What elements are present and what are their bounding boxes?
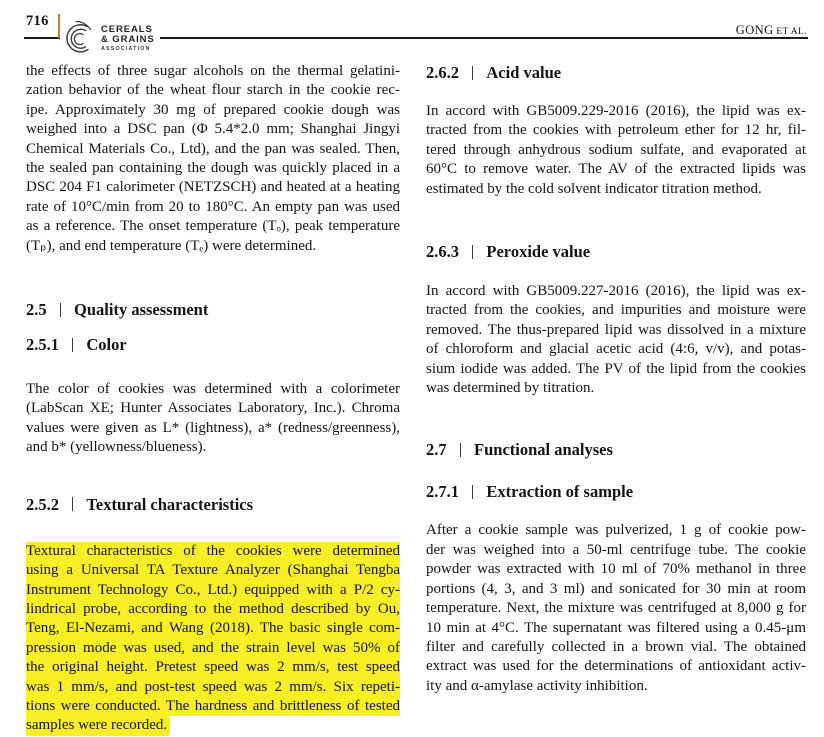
text-line: The color of cookies was determined with a colorimeter (26, 381, 400, 398)
paragraph-acid-value (426, 102, 806, 199)
running-head-surname: GONG (735, 23, 774, 37)
section-number: 2.7.1 (426, 482, 459, 502)
text-line: tions were conducted. The hardness and brittleness of tested (26, 697, 400, 716)
text-line: values were given as L* (lightness), a* (redness/greenness), (26, 419, 400, 436)
heading-separator (60, 303, 61, 317)
paragraph-dsc-method (26, 62, 400, 256)
section-number: 2.5 (26, 300, 47, 320)
paragraph-textural-highlighted (26, 542, 400, 736)
text-line: Chemical Materials Co., Ltd), and the pan was sealed. Then, (26, 140, 400, 157)
section-heading-quality-assessment (26, 300, 400, 319)
section-heading-peroxide-value (426, 242, 806, 261)
section-number: 2.7 (426, 440, 447, 460)
running-head-etal: ET AL. (773, 27, 807, 37)
text-line: temperature. Next, the mixture was centrifuged at 8,000 g for (426, 600, 806, 617)
text-line: 10 min at 4°C. The supernatant was filtered using a 0.45-μm (426, 619, 806, 636)
text-line: removed. The thus-prepared lipid was dissolved in a mixture (426, 321, 806, 338)
logo-line-grains: & GRAINS (101, 34, 155, 45)
text-line: weighed into a DSC pan (Φ 5.4*2.0 mm; Shanghai Jingyi (26, 121, 400, 138)
logo-swirl-icon (60, 20, 98, 57)
section-title: Quality assessment (74, 300, 209, 320)
text-line: tracted from the cookies with petroleum ether for 12 hr, fil- (426, 122, 806, 139)
text-line: the effects of three sugar alcohols on the thermal gelatini- (26, 63, 400, 79)
section-heading-acid-value (426, 63, 806, 82)
text-line: tered through anhydrous sodium sulfate, and evaporated at (426, 141, 806, 158)
text-line: In accord with GB5009.227-2016 (2016), the lipid was ex- (426, 283, 806, 300)
text-line: the sealed pan containing the dough was quickly placed in a (26, 160, 400, 177)
header-accent-bar (58, 14, 60, 38)
text-line: (LabScan XE; Hunter Associates Laboratory, Inc.). Chroma (26, 400, 400, 417)
section-heading-functional-analyses (426, 440, 806, 459)
text-line: portions (4, 3, and 3 ml) and sonicated for 30 min at room (426, 580, 806, 597)
heading-separator (72, 338, 73, 352)
text-line: as a reference. The onset temperature (Tₒ), peak temperature (26, 218, 400, 235)
section-heading-color (26, 335, 400, 354)
heading-separator (460, 443, 461, 457)
left-column (26, 62, 400, 736)
section-title: Extraction of sample (486, 482, 634, 502)
text-line: the original height. Pretest speed was 2 mm/s, test speed (26, 658, 400, 677)
heading-separator (472, 66, 473, 80)
text-line: der was weighed into a 50-ml centrifuge tube. The cookie (426, 541, 806, 558)
text-line: Textural characteristics of the cookies were determined (26, 542, 400, 561)
section-title: Textural characteristics (86, 494, 254, 514)
text-line: powder was extracted with 10 ml of 70% methanol in three (426, 561, 806, 578)
logo-line-association: ASSOCIATION (101, 45, 151, 52)
logo-line-cereals: CEREALS (101, 23, 153, 35)
section-number: 2.6.2 (426, 63, 459, 82)
text-line: DSC 204 F1 calorimeter (NETZSCH) and heated at a heating (26, 179, 400, 196)
text-line: rate of 10°C/min from 20 to 180°C. An empty pan was used (26, 198, 400, 215)
paragraph-peroxide-value (426, 282, 806, 398)
text-line: zation behavior of the wheat flour starch in the cookie rec- (26, 82, 400, 99)
text-line: filter and carefully collected in a brown vial. The obtained (426, 638, 806, 655)
heading-separator (472, 485, 473, 499)
text-line: In accord with GB5009.229-2016 (2016), the lipid was ex- (426, 103, 806, 119)
section-title: Acid value (486, 63, 562, 82)
section-title: Peroxide value (486, 242, 591, 262)
text-line: After a cookie sample was pulverized, 1 g of cookie pow- (426, 522, 806, 539)
text-line: tracted from the cookies, and impurities and moisture were (426, 302, 806, 319)
text-line: sium iodide was added. The PV of the lipid from the cookies (426, 360, 806, 377)
cereals-grains-association-logo (60, 20, 160, 57)
logo-text (101, 25, 155, 53)
section-title: Functional analyses (474, 440, 613, 460)
page-number: 716 (26, 13, 49, 29)
text-line: lindrical probe, according to the method described by Ou, (26, 600, 400, 619)
section-title: Color (86, 335, 127, 355)
text-line: 60°C to remove water. The AV of the extracted lipids was (426, 161, 806, 178)
paragraph-sample-extraction (426, 521, 806, 696)
right-column (426, 62, 806, 696)
section-heading-extraction-of-sample (426, 482, 806, 501)
text-line: and b* (yellowness/blueness). (26, 439, 207, 456)
section-heading-textural-characteristics (26, 495, 400, 514)
section-number: 2.5.1 (26, 335, 59, 355)
text-line: Instrument Technology Co., Ltd.) equipped with a P/2 cy- (26, 581, 400, 600)
paragraph-color-measurement (26, 380, 400, 458)
text-line: was determined by titration. (426, 380, 595, 397)
section-number: 2.6.3 (426, 242, 459, 262)
section-number: 2.5.2 (26, 494, 59, 514)
heading-separator (72, 497, 73, 511)
running-head-authors (736, 21, 807, 39)
text-line: estimated by the cold solvent indicator titration method. (426, 180, 762, 197)
text-line: of chloroform and glacial acetic acid (4:6, v/v), and potas- (426, 341, 806, 358)
text-line: samples were recorded. (26, 716, 170, 735)
text-line: Teng, El-Nezami, and Wang (2018). The basic single com- (26, 619, 400, 638)
text-line: ity and α-amylase activity inhibition. (426, 677, 648, 694)
text-line: (Tₚ), and end temperature (Tₑ) were determined. (26, 237, 317, 254)
text-line: ipe. Approximately 30 mg of prepared cookie dough was (26, 101, 400, 118)
text-line: was 1 mm/s, and post-test speed was 2 mm/s. Six repeti- (26, 678, 400, 697)
text-line: pression mode was used, and the strain level was 50% of (26, 639, 400, 658)
text-line: using a Universal TA Texture Analyzer (Shanghai Tengba (26, 561, 400, 580)
text-line: extract was used for the determinations of antioxidant activ- (426, 658, 806, 675)
heading-separator (472, 245, 473, 259)
